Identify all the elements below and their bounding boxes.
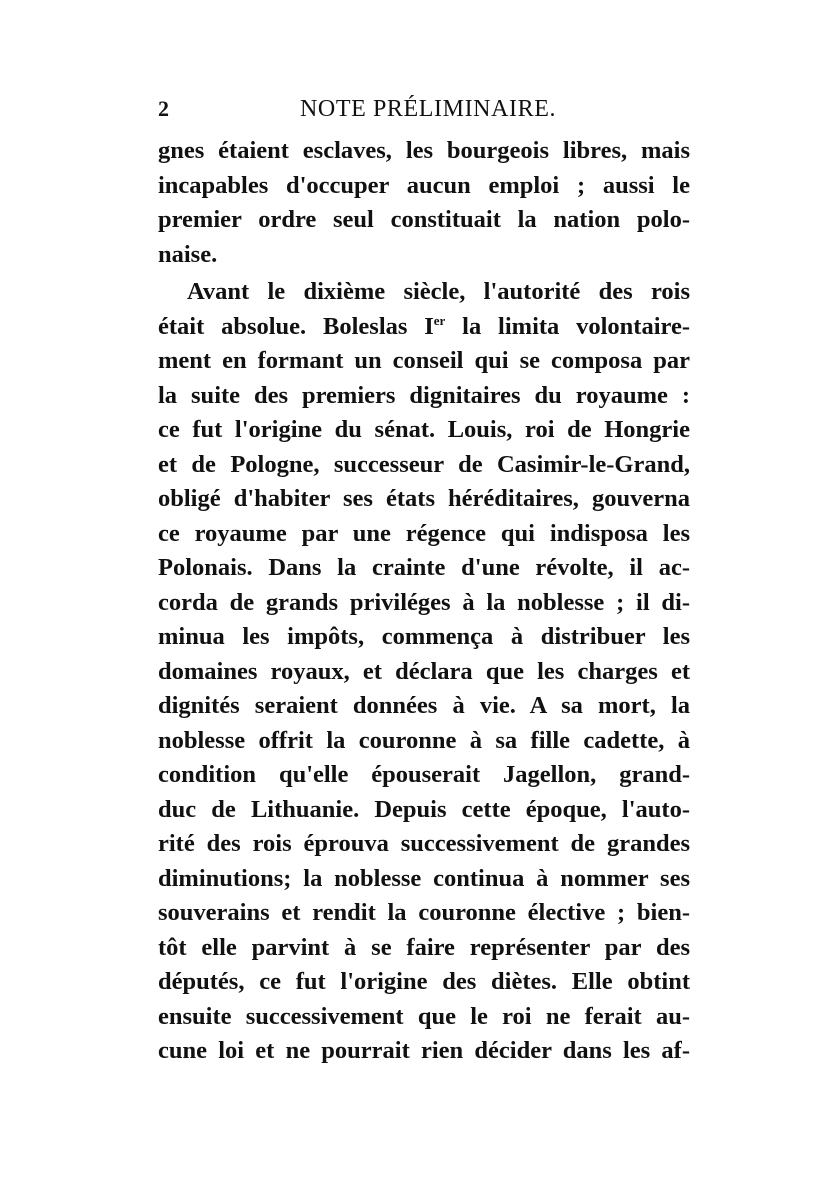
running-title: NOTE PRÉLIMINAIRE. [300,96,557,122]
text-line: la suite des premiers dignitaires du royaume : [158,381,690,409]
text-line: Polonais. Dans la crainte d'une révolte, il ac- [158,554,690,581]
text-line: ensuite successivement que le roi ne ferait au- [158,1002,690,1030]
text-line: rité des rois éprouva successivement de grandes [158,830,690,857]
text-line-with-superscript [158,310,690,345]
text-line: ment en formant un conseil qui se composa par [158,347,690,374]
line-text-before: était absolue. Boleslas I [158,312,434,340]
text-line: députés, ce fut l'origine des diètes. Elle obtint [158,968,690,995]
text-line: condition qu'elle épouserait Jagellon, grand- [158,761,690,788]
text-line: obligé d'habiter ses états héréditaires, gouverna [158,485,690,512]
running-head [158,96,690,126]
text-line: tôt elle parvint à se faire représenter par des [158,933,690,961]
text-line: incapables d'occuper aucun emploi ; aussi le [158,171,690,199]
ordinal-superscript: er [433,312,446,328]
text-line: souverains et rendit la couronne élective ; bien- [158,899,690,926]
text-line: dignités seraient données à vie. A sa mort, la [158,692,690,719]
paragraph-1 [158,134,690,272]
text-line: duc de Lithuanie. Depuis cette époque, l'auto- [158,795,690,823]
text-line: diminutions; la noblesse continua à nommer ses [158,864,690,892]
text-line: naise. [158,240,218,268]
text-line: gnes étaient esclaves, les bourgeois libres, mais [158,137,690,164]
text-line: ce fut l'origine du sénat. Louis, roi de Hongrie [158,416,690,443]
text-line: et de Pologne, successeur de Casimir-le-Grand, [158,450,690,478]
line-text-after: la limita volontaire- [445,312,690,340]
body-text [158,134,690,1069]
text-line: minua les impôts, commença à distribuer les [158,623,690,650]
text-line: domaines royaux, et déclara que les charges et [158,657,690,685]
paragraph-2 [158,275,690,1069]
text-line: premier ordre seul constituait la nation polo- [158,206,690,233]
text-line: Avant le dixième siècle, l'autorité des rois [187,278,690,305]
text-line: noblesse offrit la couronne à sa fille cadette, à [158,726,690,754]
text-line: ce royaume par une régence qui indisposa les [158,519,690,547]
page-number: 2 [158,96,169,121]
text-line: corda de grands priviléges à la noblesse ; il di- [158,588,690,616]
text-line: cune loi et ne pourrait rien décider dans les af- [158,1037,690,1064]
